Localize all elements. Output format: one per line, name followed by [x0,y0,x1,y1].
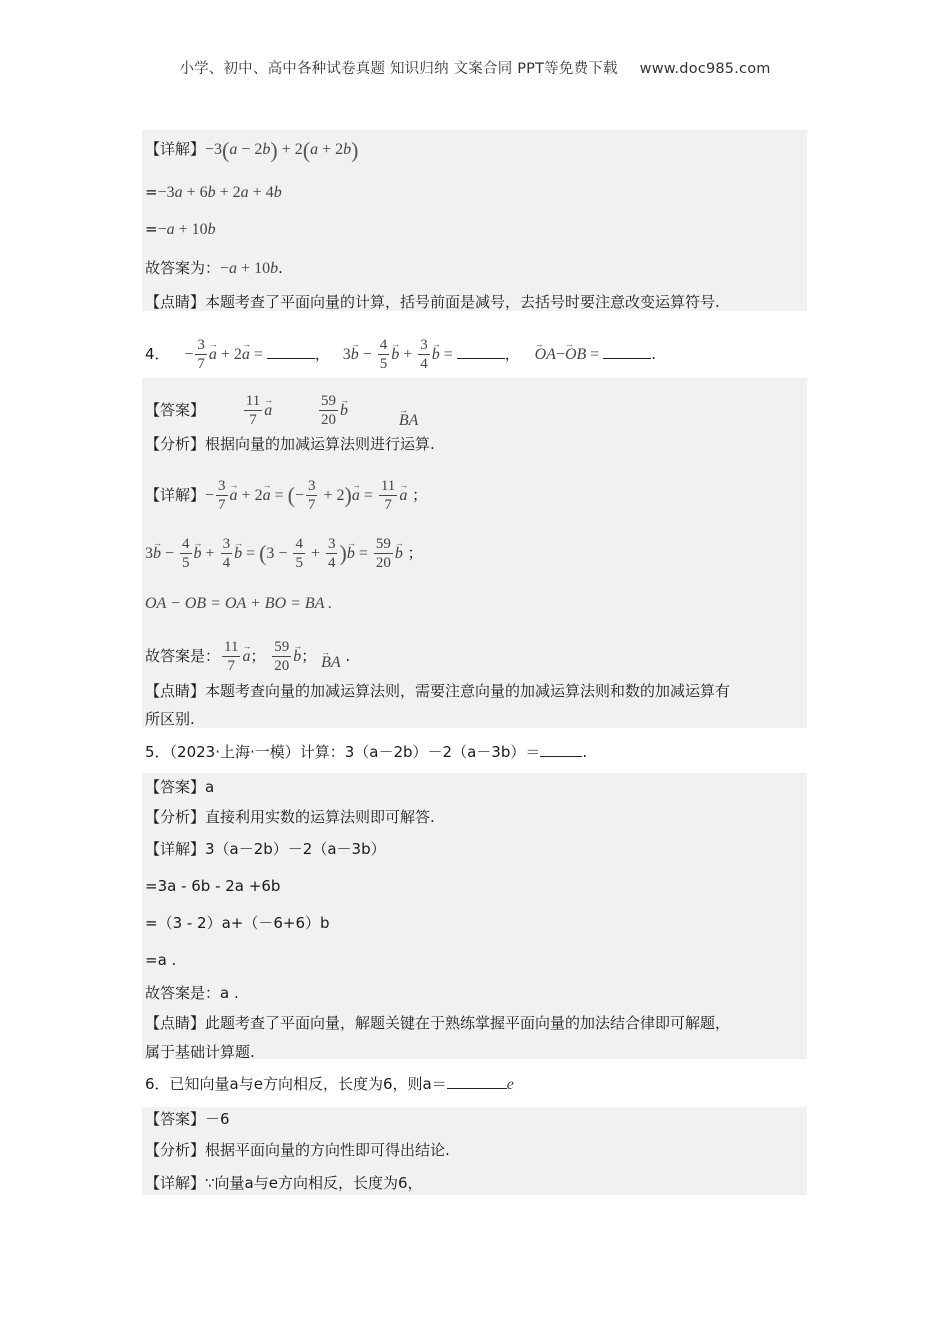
q6-answer: 【答案】－6 [145,1110,230,1128]
q3-comment: 【点睛】本题考查了平面向量的计算，括号前面是减号，去括号时要注意改变运算符号. [145,293,720,311]
q4-comment-2: 所区别. [145,710,195,728]
q6-analysis: 【分析】根据平面向量的方向性即可得出结论. [145,1141,450,1159]
q6-detail: 【详解】∵向量a与e方向相反，长度为6， [145,1174,423,1192]
q4-analysis: 【分析】根据向量的加减运算法则进行运算. [145,435,435,453]
q5-step3: =a . [145,951,177,969]
q5-question: 5．（2023·上海·一模）计算：3（a－2b）－2（a－3b）＝ . [145,743,588,761]
q4-detail-2: 3→ b − $\frac{4}{5}$ → b + $\frac{3}{4}$ → b = (3 − $\frac{4}{5}$ + $\frac{3}{4}$ )→ b = $\frac{59}{20}$ → b ； [145,535,423,572]
q3-step1: =−3a + 6b + 2a + 4b [145,183,282,201]
q5-blank[interactable] [540,742,582,757]
q4-question: 4． − $\frac{3}{7}$ → a + 2→ a = ， 3→ b − $\frac{4}{5}$ → b + $\frac{3}{4}$ → b = ， → OA−→ OB = . [145,336,656,373]
q6-question: 6．已知向量a与e方向相反，长度为6，则a＝ e [145,1075,514,1093]
q4-blank-1[interactable] [267,344,315,359]
q4-blank-3[interactable] [603,344,651,359]
header-site: www.doc985.com [639,61,771,77]
q3-detail [145,137,359,163]
page-header [0,57,950,78]
q5-step1: =3a - 6b - 2a +6b [145,877,281,895]
q5-final: 故答案是：a . [145,984,239,1002]
q3-final: 故答案为：−a + 10b. [145,259,283,277]
q5-detail: 【详解】3（a－2b）－2（a－3b） [145,840,386,858]
q4-comment-1: 【点睛】本题考查向量的加减运算法则，需要注意向量的加减运算法则和数的加减运算有 [145,682,731,700]
q4-final: 故答案是： $\frac{11}{7}$ → a； $\frac{59}{20}$ → b； → BA . [145,638,350,675]
q6-blank[interactable] [447,1074,507,1089]
q5-comment-2: 属于基础计算题. [145,1043,255,1061]
detail-label: 【详解】 [145,140,206,158]
q5-step2: =（3 - 2）a+（－6+6）b [145,914,330,932]
q5-comment-1: 【点睛】此题考查了平面向量，解题关键在于熟练掌握平面向量的加法结合律即可解题， [145,1014,731,1032]
q3-detail-expr: −3(a − 2b) + 2(a + 2b) [205,137,359,163]
header-text: 小学、初中、高中各种试卷真题 知识归纳 文案合同 PPT等免费下载 [179,61,618,77]
q4-answer: 【答案】 $\frac{11}{7}$ → a $\frac{59}{20}$ → b → BA [145,392,418,429]
q5-answer: 【答案】a [145,778,215,796]
q4-detail-3: OA − OB = OA + BO = BA . [145,595,333,612]
q3-step2: =−a + 10b [145,220,216,238]
q4-blank-2[interactable] [457,344,505,359]
q5-analysis: 【分析】直接利用实数的运算法则即可解答. [145,808,435,826]
q4-detail-1: 【详解】− $\frac{3}{7}$ → a + 2→ a = (− $\frac{3}{7}$ + 2)→ a = $\frac{11}{7}$ → a ； [145,477,427,514]
